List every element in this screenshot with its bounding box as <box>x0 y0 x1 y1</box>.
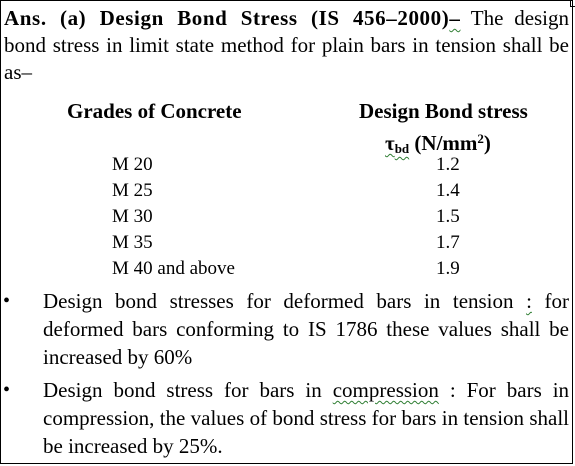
value-cell: 1.2 <box>436 154 460 175</box>
answer-heading: Ans. (a) Design Bond Stress (IS 456–2000) <box>4 6 450 30</box>
grade-cell: M 30 <box>112 206 153 227</box>
bullet-icon: • <box>3 379 11 401</box>
unit-sup: 2 <box>477 131 484 146</box>
bullet-underlined-word: compression <box>332 378 439 402</box>
corner-mark <box>570 0 575 7</box>
bullet-text-b: : For bars in compression, the values of bond stress for bars in tension shall be increased by 25%. <box>43 378 570 458</box>
grade-cell: M 35 <box>112 232 153 253</box>
unit-open: (N/mm <box>414 131 478 155</box>
value-cell: 1.9 <box>436 258 460 279</box>
bullet-text-a: Design bond stress for bars in <box>43 378 322 402</box>
column-header-bond-stress: Design Bond stress <box>359 99 528 123</box>
intro-text: design bond stress in limit state method for plain bars in tension shall be as– <box>4 6 570 84</box>
tau-subscript: bd <box>394 141 410 156</box>
bullet-text-b: for deformed bars conforming to IS 1786 these values shall be increased by 60% <box>43 289 569 369</box>
grade-cell: M 20 <box>112 154 153 175</box>
heading-dash: – <box>449 6 461 30</box>
grade-cell: M 40 and above <box>112 258 235 279</box>
value-cell: 1.5 <box>436 206 460 227</box>
column-header-grades: Grades of Concrete <box>67 99 242 123</box>
grade-cell: M 25 <box>112 180 153 201</box>
bullet-text <box>43 376 569 460</box>
intro-paragraph <box>4 5 569 86</box>
intro-the: The <box>460 6 504 30</box>
unit-close: ) <box>483 131 491 155</box>
value-cell: 1.7 <box>436 232 460 253</box>
tau-symbol: τ <box>385 131 395 155</box>
bullet-colon: : <box>526 289 532 313</box>
value-cell: 1.4 <box>436 180 460 201</box>
bullet-text-a: Design bond stresses for deformed bars in tension <box>43 289 514 313</box>
bullet-icon: • <box>3 290 11 312</box>
bullet-text <box>43 287 569 371</box>
